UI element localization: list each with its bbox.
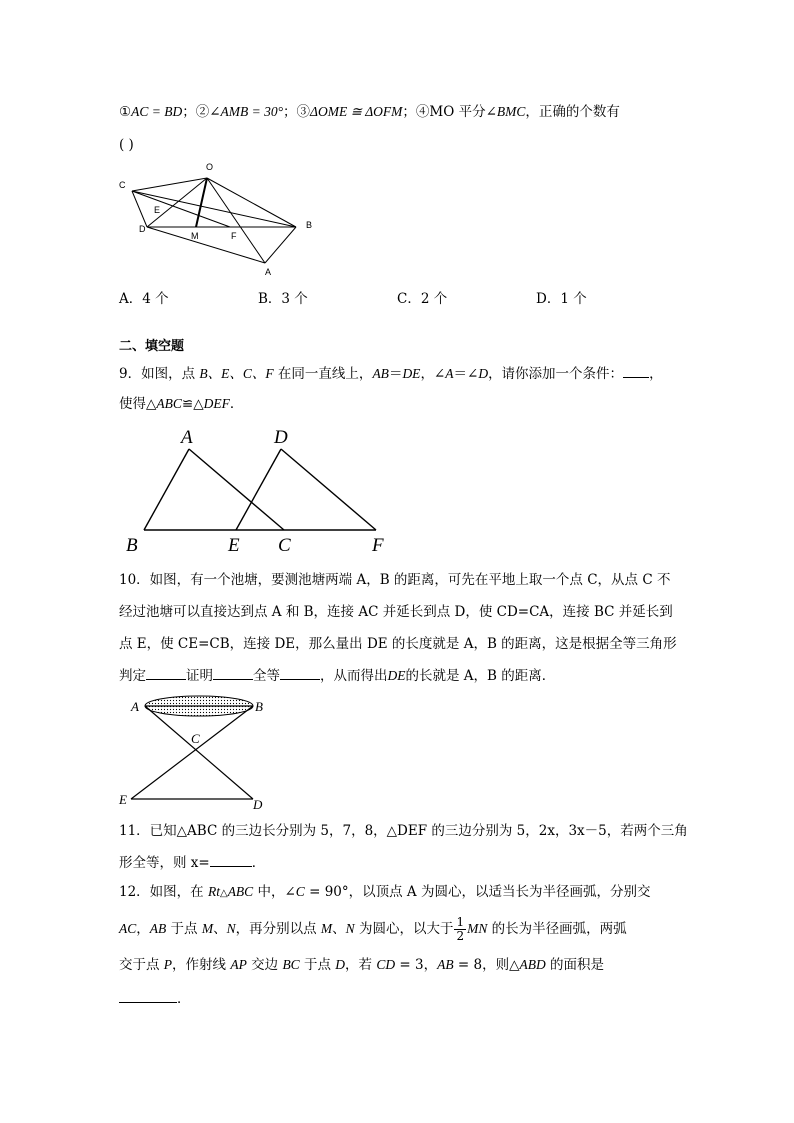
sep: ；	[283, 104, 297, 120]
q11-answer-blank[interactable]	[210, 852, 252, 867]
q12-d: D	[335, 957, 346, 972]
q8-option-b[interactable]: B．3 个	[258, 291, 308, 307]
stmt-2-mark: ②	[195, 104, 210, 120]
q12-cd: CD	[376, 957, 396, 972]
q12-text: = 90°，以顶点 A 为圆心，以适当长为半径画弧，分别交	[304, 884, 651, 900]
q12-ac: AC	[119, 921, 137, 936]
q9-text: 使得△	[119, 396, 157, 412]
label-c: C	[119, 180, 126, 190]
q10-blank-1[interactable]	[146, 665, 186, 680]
q9-text: ，	[649, 366, 663, 382]
label-e: E	[119, 792, 127, 807]
q8-answer-paren: ( )	[119, 137, 134, 153]
segment-co	[132, 178, 207, 191]
label-a: A	[131, 699, 139, 714]
q12-n: N	[226, 921, 236, 936]
segment-be	[131, 706, 253, 799]
q12-text: ．	[177, 991, 191, 1007]
q12-text: 的面积是	[545, 957, 605, 973]
q12-text: 、	[213, 921, 227, 937]
q12-ab: AB	[149, 921, 167, 936]
q12-line-2	[119, 914, 627, 944]
q9-line-1	[119, 363, 663, 384]
q10-line-4	[119, 665, 555, 686]
label-f: F	[372, 535, 384, 556]
q9-d: D	[478, 366, 489, 381]
q10-blank-2[interactable]	[213, 665, 253, 680]
q9-text: ，∠	[420, 366, 446, 382]
q12-ap: AP	[230, 957, 247, 972]
segment-ad	[145, 706, 253, 799]
q9-text: 9．如图，点	[119, 366, 200, 382]
q12-answer-blank[interactable]	[119, 988, 177, 1003]
q8-option-c[interactable]: C．2 个	[397, 291, 448, 307]
q9-text: ．	[229, 396, 244, 412]
q12-text: 的长为半径画弧，两弧	[487, 921, 627, 937]
q12-text: 于点	[299, 957, 336, 973]
q12-m: M	[201, 921, 214, 936]
q8-figure	[110, 155, 330, 280]
q10-de: DE	[387, 668, 406, 683]
q12-text: 、	[332, 921, 346, 937]
q9-answer-blank[interactable]	[623, 363, 649, 378]
q12-text: 中，∠	[253, 884, 296, 900]
q10-line-3: 点 E，使 CE=CB，连接 DE，那么量出 DE 的长度就是 A，B 的距离，这是根据全等三角形	[119, 636, 677, 652]
label-b: B	[306, 220, 313, 230]
stmt-2: ∠AMB = 30°	[209, 104, 284, 119]
segment-cd	[132, 191, 147, 227]
sep: ；	[182, 104, 196, 120]
label-b: B	[255, 699, 263, 714]
segment-ob	[207, 178, 296, 227]
q8-statements	[119, 102, 620, 122]
label-e: E	[154, 205, 161, 215]
q12-text: = 8，则△	[453, 957, 520, 973]
q12-abd: ABD	[519, 957, 546, 972]
label-f: F	[231, 231, 237, 241]
q12-text: ，	[136, 921, 150, 937]
q9-text: ＝	[388, 366, 403, 382]
fraction-numerator: 1	[456, 915, 465, 929]
q10-blank-3[interactable]	[280, 665, 320, 680]
q12-c: C	[295, 884, 305, 899]
label-m: M	[191, 231, 199, 241]
q12-text: 交边	[246, 957, 283, 973]
q9-abc: ABC	[156, 396, 182, 411]
q12-bc: BC	[282, 957, 300, 972]
stmt-3: ΔOME ≅ ΔOFM	[310, 104, 403, 119]
stmt-1-mark: ①	[119, 104, 132, 120]
label-o: O	[206, 162, 214, 172]
label-d: D	[139, 224, 146, 234]
q9-ab: AB	[372, 366, 389, 381]
q10-line-2: 经过池塘可以直接达到点 A 和 B，连接 AC 并延长到点 D，使 CD=CA，连接 BC 并延长到	[119, 604, 673, 620]
q12-line-4	[119, 988, 191, 1009]
q9-def: DEF	[203, 396, 230, 411]
q12-line-1	[119, 882, 650, 904]
q11-text: ．	[251, 855, 266, 871]
q12-text: ，若	[345, 957, 377, 973]
q12-rt: Rt	[207, 884, 220, 899]
q10-text: 判定	[119, 668, 146, 684]
label-c: C	[278, 535, 291, 556]
segment-df	[281, 449, 376, 530]
q12-text: ，作射线	[172, 957, 231, 973]
label-a: A	[181, 427, 193, 448]
q9-line-2	[119, 394, 243, 414]
q12-text: 12．如图，在	[119, 884, 208, 900]
q10-text: 全等	[253, 668, 280, 684]
q12-text: = 3，	[395, 957, 438, 973]
q12-text: 为圆心，以大于	[354, 921, 454, 937]
q8-option-a[interactable]: A．4 个	[119, 291, 169, 307]
q10-figure	[115, 690, 275, 815]
q12-line-3	[119, 955, 604, 975]
segment-da	[147, 227, 265, 263]
q9-figure	[120, 425, 400, 560]
q10-text: ，从而得出	[320, 668, 388, 684]
q12-text: 于点	[166, 921, 202, 937]
label-d: D	[274, 427, 288, 448]
q12-fraction	[454, 916, 466, 943]
q12-abc: ABC	[227, 884, 254, 899]
q12-ab: AB	[437, 957, 454, 972]
q10-line-1: 10．如图，有一个池塘，要测池塘两端 A，B 的距离，可先在平地上取一个点 C，从点 C 不	[119, 572, 671, 588]
q8-option-d[interactable]: D．1 个	[536, 291, 587, 307]
q11-line-2	[119, 852, 265, 873]
q12-text: ，再分别以点	[235, 921, 321, 937]
q12-text: 交于点	[119, 957, 164, 973]
segment-ac	[189, 449, 284, 530]
q12-triangle-symbol: △	[219, 888, 228, 899]
q9-text: ＝∠	[453, 366, 479, 382]
q12-mn: MN	[467, 921, 488, 936]
q10-text: 证明	[186, 668, 213, 684]
segment-ba	[265, 227, 296, 263]
segment-ed	[236, 449, 281, 530]
q9-text: ，请你添加一个条件：	[488, 366, 624, 382]
section-title: 二、填空题	[119, 339, 185, 354]
q9-points: B、E、C、F	[199, 366, 274, 381]
q11-text: 形全等，则 x=	[119, 855, 210, 871]
q11-line-1: 11．已知△ABC 的三边长分别为 5，7，8，△DEF 的三边分别为 5，2x，3x－5，若两个三角	[119, 823, 688, 839]
label-b: B	[126, 535, 138, 556]
stmt-3-mark: ③	[296, 104, 311, 120]
stmt-4-mark: ④MO 平分	[415, 104, 486, 120]
q9-text: 在同一直线上，	[273, 366, 373, 382]
q8-tail: ，正确的个数有	[525, 104, 620, 120]
sep: ；	[402, 104, 416, 120]
q12-m: M	[320, 921, 333, 936]
label-d: D	[253, 797, 263, 812]
q9-de: DE	[402, 366, 421, 381]
stmt-1: AC = BD	[131, 104, 183, 119]
segment-oa	[207, 178, 265, 263]
label-c: C	[191, 731, 200, 746]
label-a: A	[265, 267, 272, 277]
q12-p: P	[163, 957, 173, 972]
q10-text: 的长就是 A，B 的距离．	[405, 668, 556, 684]
q9-text: ≌△	[181, 396, 204, 412]
label-e: E	[228, 535, 240, 556]
segment-ba	[144, 449, 189, 530]
q9-a: A	[445, 366, 454, 381]
q12-n: N	[345, 921, 355, 936]
stmt-4: ∠BMC	[485, 104, 526, 119]
fraction-denominator: 2	[456, 929, 465, 943]
